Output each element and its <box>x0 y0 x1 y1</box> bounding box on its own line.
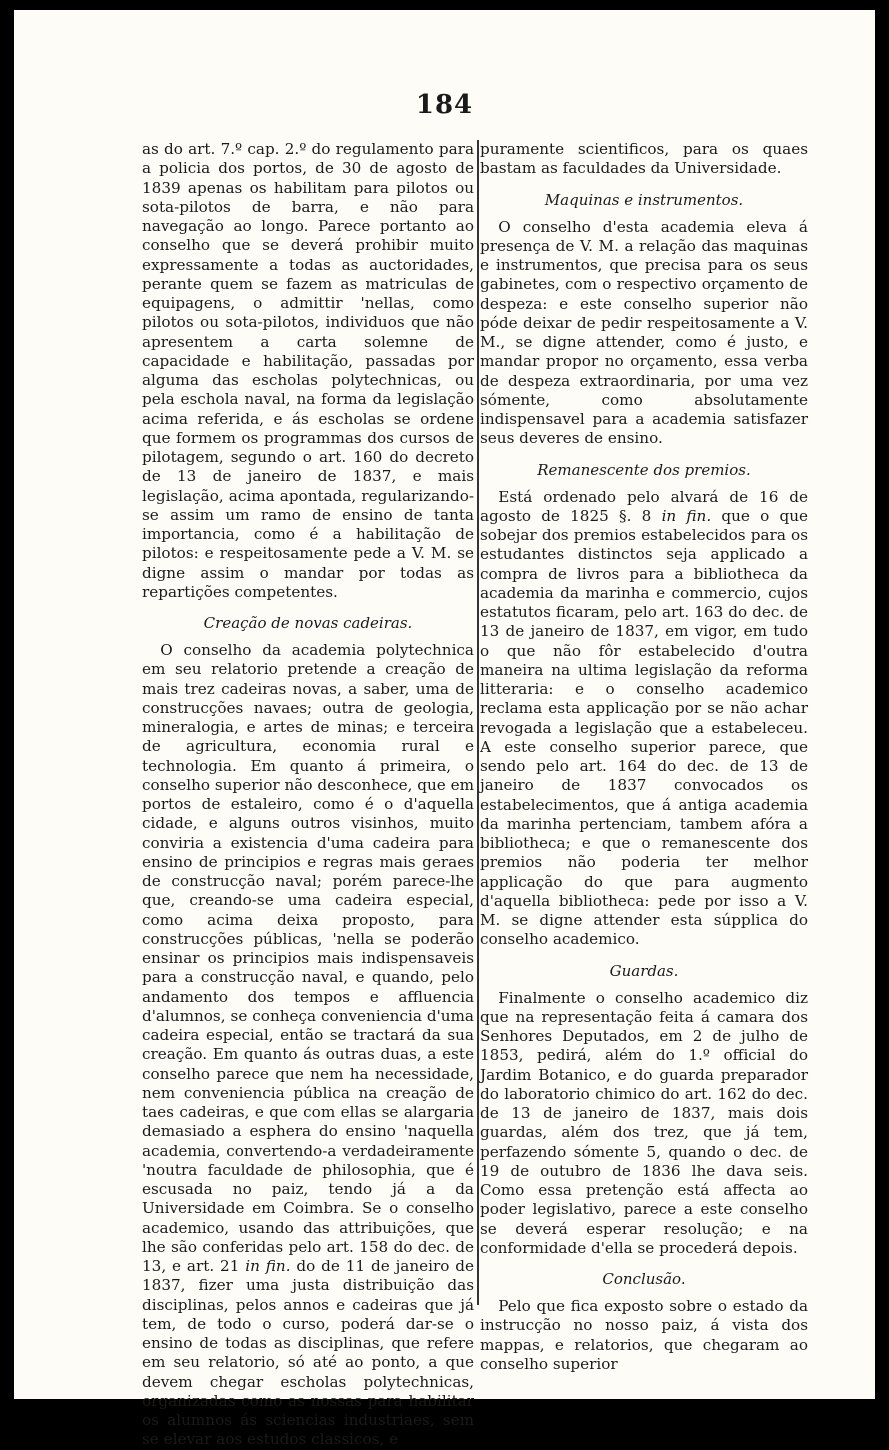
left-paragraph-2-italic: in fin. <box>245 1257 291 1275</box>
left-paragraph-2-tail: do de 11 de janeiro de 1837, fizer uma justa distribuição das disciplinas, pelos annos e cadeiras que já tem, de todo o curso, poderá dar-se o ensino de todas as disciplinas, que refere em seu relatorio, só até ao ponto, a que devem chegar escholas polytechnicas, organizadas como as nossas para habilitar os alumnos ás sciencias industriaes, sem se elevar aos estudos classicos, e <box>142 1257 474 1449</box>
left-paragraph-2 <box>142 641 474 1450</box>
left-column <box>142 140 474 1450</box>
right-paragraph-1: puramente scientificos, para os quaes bastam as faculdades da Universidade. <box>480 140 808 178</box>
left-paragraph-1: as do art. 7.º cap. 2.º do regulamento para a policia dos portos, de 30 de agosto de 1839 apenas os habilitam para pilotos ou sota-pilotos de barra, e não para navegação ao longo. Parece portanto ao conselho que se deverá prohibir muito expressamente a todas as auctoridades, perante quem se fazem as matriculas de equipagens, o admittir 'nellas, como pilotos ou sota-pilotos, individuos que não apresentem a carta solemne de capacidade e habilitação, passadas por alguma das escholas polytechnicas, ou pela eschola naval, na forma da legislação acima referida, e ás escholas se ordene que formem os programmas dos cursos de pilotagem, segundo o art. 160 do decreto de 13 de janeiro de 1837, e mais legislação, acima apontada, regularizando-se assim um ramo de ensino de tanta importancia, como é a habilitação de pilotos: e respeitosamente pede a V. M. se digne assim o mandar por todas as repartições competentes. <box>142 140 474 601</box>
right-paragraph-5: Pelo que fica exposto sobre o estado da instrucção no nosso paiz, á vista dos mappas, e relatorios, que chegaram ao conselho superior <box>480 1297 808 1373</box>
section-heading-conclusion: Conclusão. <box>602 1270 686 1288</box>
right-paragraph-2: O conselho d'esta academia eleva á presença de V. M. a relação das maquinas e instrumentos, que precisa para os seus gabinetes, com o respectivo orçamento de despeza: e este conselho superior não póde deixar de pedir respeitosamente a V. M., se digne attender, como é justo, e mandar propor no orçamento, essa verba de despeza extraordinaria, por uma vez sómente, como absolutamente indispensavel para a academia satisfazer seus deveres de ensino. <box>480 217 808 448</box>
section-heading-machines: Maquinas e instrumentos. <box>544 190 744 209</box>
document-page <box>14 10 875 1449</box>
right-paragraph-4: Finalmente o conselho academico diz que na representação feita á camara dos Senhores Deputados, em 2 de julho de 1853, pedirá, além do 1.º official do Jardim Botanico, e do guarda preparador do laboratorio chimico do art. 162 do dec. de 13 de janeiro de 1837, mais dois guardas, além dos trez, que já tem, perfazendo sómente 5, quando o dec. de 19 de outubro de 1836 lhe dava seis. Como essa pretenção está affecta ao poder legislativo, parece a este conselho se deverá esperar resolução; e na conformidade d'ella se procederá depois. <box>480 988 808 1257</box>
section-heading-new-chairs: Creação de novas cadeiras. <box>203 614 413 632</box>
section-heading-prize-remainder: Remanescente dos premios. <box>537 460 751 479</box>
right-column <box>480 140 808 1374</box>
right-paragraph-3-tail: que o que sobejar dos premios estabelecidos para os estudantes distinctos seja applicado a compra de livros para a bibliotheca da academia da marinha e commercio, cujos estatutos ficaram, pelo art. 163 do dec. de 13 de janeiro de 1837, em vigor, em tudo o que não fôr estabelecido d'outra maneira na ultima legislação da reforma litteraria: e o conselho academico reclama esta applicação por se não achar revogada a legislação que a estabeleceu. A este conselho superior parece, que sendo pelo art. 164 do dec. de 13 de janeiro de 1837 convocados os estabelecimentos, que á antiga academia da marinha pertenciam, tambem afóra a bibliotheca; e que o remanescente dos premios não poderia ter melhor applicação do que para augmento d'aquella bibliotheca: pede por isso a V. M. se digne attender esta súpplica do conselho academico. <box>480 506 808 949</box>
right-paragraph-3-text: Está ordenado pelo alvará de 16 de agosto de 1825 §. 8 <box>480 487 808 525</box>
section-heading-guards: Guardas. <box>609 961 679 980</box>
right-paragraph-3-italic: in fin. <box>661 506 712 525</box>
page-number: 184 <box>415 90 474 120</box>
right-paragraph-3 <box>480 488 808 950</box>
column-divider <box>477 140 479 1305</box>
left-paragraph-2-text: O conselho da academia polytechnica em seu relatorio pretende a creação de mais trez cadeiras novas, a saber, uma de construcções navaes; outra de geologia, mineralogia, e artes de minas; e terceira de agricultura, economia rural e technologia. Em quanto á primeira, o conselho superior não desconhece, que em portos de estaleiro, como é o d'aquella cidade, e alguns outros visinhos, muito conviria a existencia d'uma cadeira para ensino de principios e regras mais geraes de construcção naval; porém parece-lhe que, creando-se uma cadeira especial, como acima deixa proposto, para construcções públicas, 'nella se poderão ensinar os principios mais indispensaveis para a construcção naval, e quando, pelo andamento dos tempos e affluencia d'alumnos, se conheça conveniencia d'uma cadeira especial, então se tractará da sua creação. Em quanto ás outras duas, a este conselho parece que nem ha necessidade, nem conveniencia pública na creação de taes cadeiras, e que com ellas se alargaria demasiado a esphera do ensino 'naquella academia, convertendo-a verdadeiramente 'noutra faculdade de philosophia, que é escusada no paiz, tendo já a da Universidade em Coimbra. Se o conselho academico, usando das attribuições, que lhe são conferidas pelo art. 158 do dec. de 13, e art. 21 <box>142 641 474 1275</box>
